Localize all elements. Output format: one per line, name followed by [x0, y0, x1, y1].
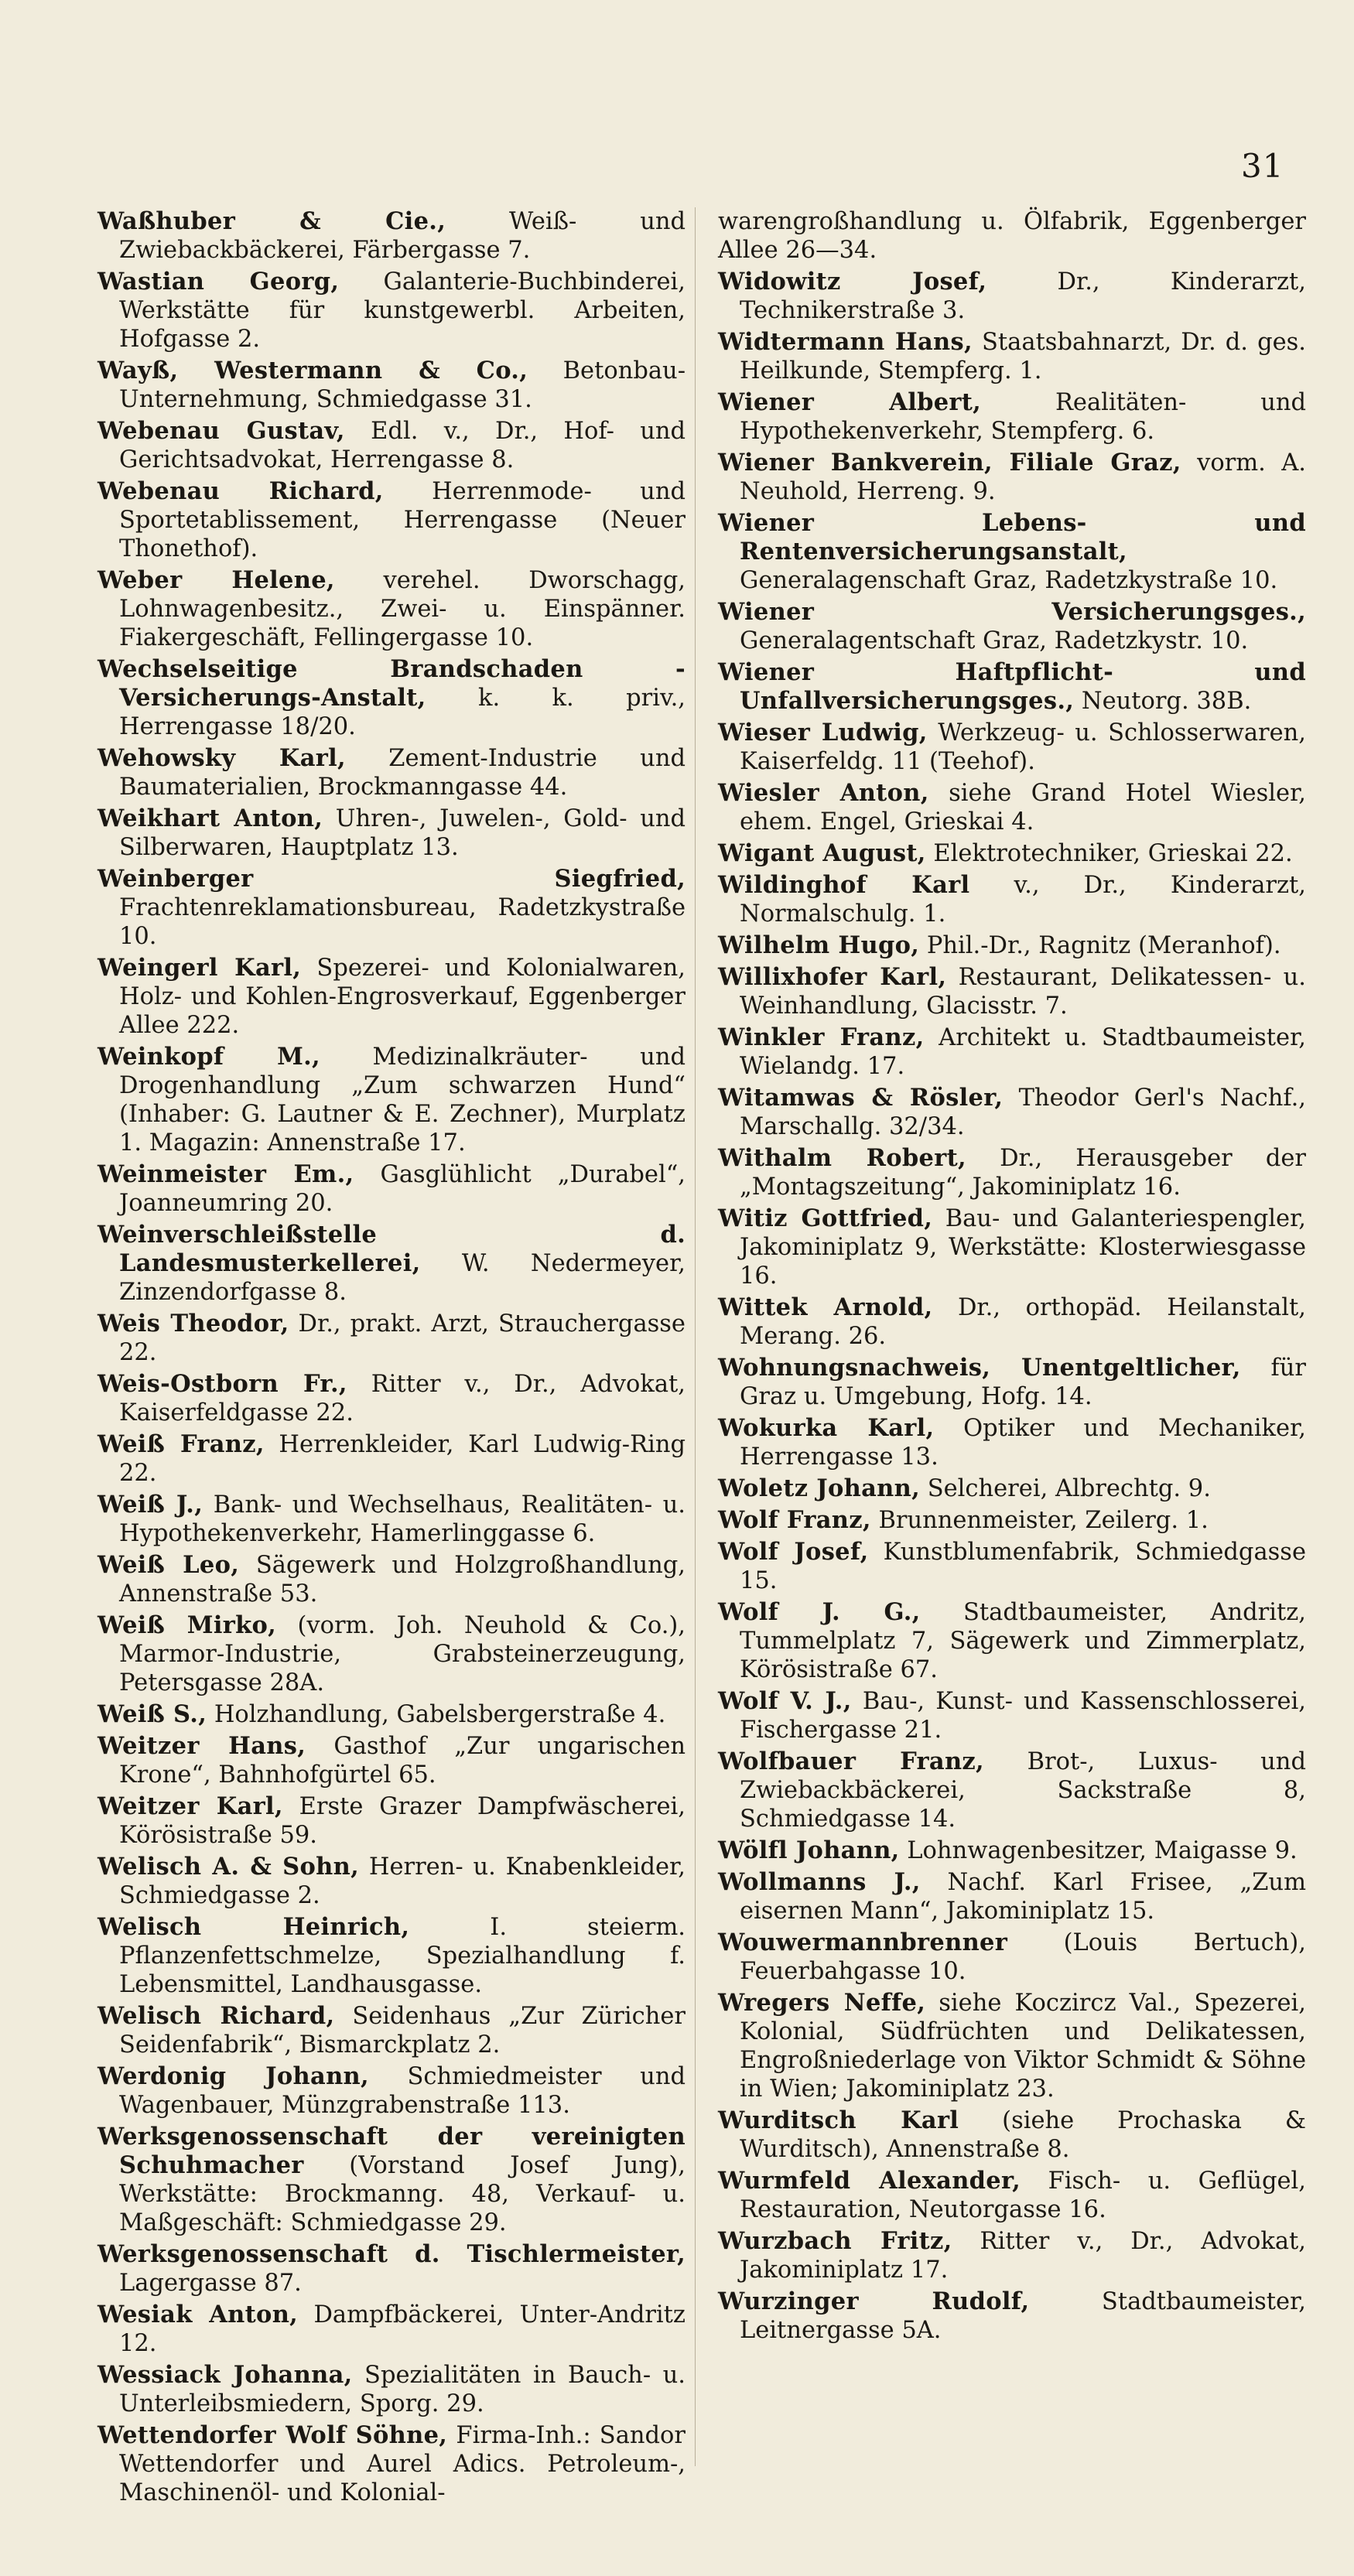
entry-details: siehe Koczircz Val., Spezerei, Kolonial, Südfrüchten und Delikatessen, Engroßniederlage von Viktor Schmidt & Söhne in Wien; Jakominiplatz 23.: [740, 1990, 1306, 2103]
entry-details: Bau-, Kunst- und Kassenschlosserei, Fischergasse 21.: [740, 1688, 1306, 1744]
entry-details: Selcherei, Albrechtg. 9.: [920, 1475, 1211, 1502]
directory-entry: [97, 1611, 686, 1697]
entry-details: Stadtbaumeister, Andritz, Tummelplatz 7, Sägewerk und Zimmerplatz, Körösistraße 67.: [740, 1599, 1306, 1683]
entry-name: Wildinghof Karl: [718, 871, 970, 899]
directory-entry: [97, 2301, 686, 2358]
directory-entry: [97, 2421, 686, 2507]
entry-name: Wiesler Anton,: [718, 779, 929, 807]
directory-entry: [97, 1221, 686, 1307]
entry-name: Wehowsky Karl,: [97, 744, 346, 772]
directory-entry: [97, 2361, 686, 2418]
entry-details: Sägewerk und Holzgroßhandlung, Annenstraße 53.: [119, 1552, 686, 1607]
directory-entry: [97, 1853, 686, 1910]
directory-entry: [718, 1506, 1306, 1535]
entry-name: Weiß Leo,: [97, 1551, 240, 1579]
directory-entry: [718, 719, 1306, 776]
entry-details: I. steierm. Pflanzenfettschmelze, Spezialhandlung f. Lebensmittel, Landhausgasse.: [119, 1914, 686, 1998]
entry-name: Wurmfeld Alexander,: [718, 2167, 1021, 2195]
entry-details: Dr., prakt. Arzt, Strauchergasse 22.: [119, 1310, 686, 1366]
directory-entry: [97, 207, 686, 265]
entry-name: Widtermann Hans,: [718, 328, 973, 356]
directory-entry: [718, 268, 1306, 325]
directory-entry: [718, 1023, 1306, 1081]
entry-name: Wolfbauer Franz,: [718, 1748, 984, 1775]
entry-name: Wolf Franz,: [718, 1506, 871, 1534]
entry-name: Wiener Albert,: [718, 388, 982, 416]
directory-entry: [718, 388, 1306, 446]
entry-details: Stadtbaumeister, Leitnergasse 5A.: [740, 2288, 1306, 2344]
entry-name: Woletz Johann,: [718, 1474, 921, 1502]
directory-entry: [718, 1144, 1306, 1201]
directory-entry: [97, 2240, 686, 2298]
entry-details: Firma-Inh.: Sandor Wettendorfer und Aurel Adics. Petroleum-, Maschinenöl- und Kolonial-: [119, 2422, 686, 2506]
entry-name: Weinkopf M.,: [97, 1043, 320, 1071]
entry-name: Weis Theodor,: [97, 1310, 289, 1338]
entry-details: verehel. Dworschagg, Lohnwagenbesitz., Zwei- u. Einspänner. Fiakergeschäft, Fellingergasse 10.: [119, 567, 686, 651]
directory-entry: [718, 1868, 1306, 1925]
directory-entry: [718, 328, 1306, 385]
entry-name: Weitzer Karl,: [97, 1792, 283, 1820]
entry-name: Witamwas & Rösler,: [718, 1084, 1004, 1112]
entry-details: (siehe Prochaska & Wurditsch), Annenstraße 8.: [740, 2107, 1306, 2163]
entry-details: Uhren-, Juwelen-, Gold- und Silberwaren, Hauptplatz 13.: [119, 805, 686, 861]
directory-entry: [718, 871, 1306, 928]
directory-entry: [97, 357, 686, 414]
directory-entry: [97, 744, 686, 801]
entry-name: Weber Helene,: [97, 566, 335, 594]
directory-entry: [718, 2287, 1306, 2345]
entry-details: Herrenkleider, Karl Ludwig-Ring 22.: [119, 1431, 686, 1487]
entry-name: Wilhelm Hugo,: [718, 931, 920, 959]
entry-details: Generalagenschaft Graz, Radetzkystraße 10.: [740, 567, 1278, 594]
entry-name: Weinmeister Em.,: [97, 1160, 354, 1188]
directory-entry: [97, 2062, 686, 2120]
directory-entry: [718, 2106, 1306, 2164]
directory-entry: [97, 566, 686, 652]
directory-entry: [718, 839, 1306, 868]
entry-name: Weingerl Karl,: [97, 954, 302, 982]
directory-entry: [97, 1700, 686, 1729]
page-number: 31: [1241, 147, 1284, 185]
directory-entry: [718, 1989, 1306, 2103]
entry-details: Lohnwagenbesitzer, Maigasse 9.: [899, 1837, 1298, 1864]
entry-details: Phil.-Dr., Ragnitz (Meranhof).: [919, 932, 1281, 959]
entry-name: Weikhart Anton,: [97, 805, 323, 832]
entry-details: siehe Grand Hotel Wiesler, ehem. Engel, Grieskai 4.: [740, 780, 1306, 835]
entry-details: Gasthof „Zur ungarischen Krone“, Bahnhofgürtel 65.: [119, 1733, 686, 1789]
entry-name: Welisch A. & Sohn,: [97, 1853, 360, 1881]
directory-entry: [97, 954, 686, 1040]
directory-entry: [97, 2002, 686, 2059]
entry-name: Wollmanns J.,: [718, 1868, 921, 1896]
entry-details: Erste Grazer Dampfwäscherei, Körösistraße 59.: [119, 1793, 686, 1849]
entry-name: Witiz Gottfried,: [718, 1204, 933, 1232]
entry-details: Ritter v., Dr., Advokat, Jakominiplatz 17.: [740, 2228, 1306, 2284]
entry-name: Wastian Georg,: [97, 268, 340, 296]
directory-entry: [718, 658, 1306, 716]
directory-entry: [718, 931, 1306, 960]
entry-details: Lagergasse 87.: [119, 2270, 302, 2297]
directory-entry: [97, 1732, 686, 1789]
entry-details: Neutorg. 38B.: [1074, 688, 1252, 715]
entry-details: Staatsbahnarzt, Dr. d. ges. Heilkunde, Stempferg. 1.: [740, 329, 1306, 384]
entry-details: Elektrotechniker, Grieskai 22.: [925, 840, 1293, 867]
entry-details: Herren- u. Knabenkleider, Schmiedgasse 2.: [119, 1853, 686, 1909]
entry-name: Webenau Gustav,: [97, 417, 345, 445]
entry-name: Wohnungsnachweis, Unentgeltlicher,: [718, 1354, 1241, 1382]
entry-details: W. Nedermeyer, Zinzendorfgasse 8.: [119, 1250, 686, 1306]
entry-name: Weis-Ostborn Fr.,: [97, 1370, 347, 1398]
directory-entry: [718, 963, 1306, 1020]
entry-name: Wiener Bankverein, Filiale Graz,: [718, 449, 1181, 477]
entry-details: Holzhandlung, Gabelsbergerstraße 4.: [207, 1701, 666, 1728]
directory-entry: [97, 417, 686, 474]
directory-entry: [97, 268, 686, 354]
entry-name: Weiß J.,: [97, 1491, 203, 1519]
entry-details: Galanterie-Buchbinderei, Werkstätte für kunstgewerbl. Arbeiten, Hofgasse 2.: [119, 268, 686, 353]
entry-name: Wayß, Westermann & Co.,: [97, 357, 528, 384]
directory-entry: [97, 1792, 686, 1850]
entry-details: Fisch- u. Geflügel, Restauration, Neutorgasse 16.: [740, 2168, 1306, 2223]
entry-name: Wouwermannbrenner: [718, 1929, 1008, 1956]
entry-name: Wechselseitige Brandschaden - Versicherungs-Anstalt,: [97, 655, 686, 712]
entry-name: Werksgenossenschaft der vereinigten Schuhmacher: [97, 2123, 686, 2179]
entry-details: Brot-, Luxus- und Zwiebackbäckerei, Sackstraße 8, Schmiedgasse 14.: [740, 1748, 1306, 1833]
entry-name: Wolf Josef,: [718, 1538, 869, 1566]
directory-entry: [97, 865, 686, 951]
entry-name: Weiß Franz,: [97, 1430, 265, 1458]
entry-name: Wölfl Johann,: [718, 1836, 900, 1864]
entry-details: Bau- und Galanteriespengler, Jakominiplatz 9, Werkstätte: Klosterwiesgasse 16.: [740, 1205, 1306, 1290]
entry-details: (vorm. Joh. Neuhold & Co.), Marmor-Industrie, Grabsteinerzeugung, Petersgasse 28A.: [119, 1612, 686, 1696]
entry-name: Wregers Neffe,: [718, 1989, 926, 2017]
entry-name: Wiener Lebens- und Rentenversicherungsanstalt,: [718, 509, 1306, 565]
directory-entry: [97, 1913, 686, 1999]
entry-name: Welisch Heinrich,: [97, 1913, 410, 1941]
entry-details: Nachf. Karl Frisee, „Zum eisernen Mann“, Jakominiplatz 15.: [740, 1869, 1306, 1925]
directory-entry: [718, 509, 1306, 595]
entry-name: Wolf J. G.,: [718, 1598, 921, 1626]
entry-details: (Vorstand Josef Jung), Werkstätte: Brockmanng. 48, Verkauf- u. Maßgeschäft: Schmiedgasse 29.: [119, 2152, 686, 2236]
directory-entry: [97, 1160, 686, 1218]
directory-entry: [718, 1687, 1306, 1744]
entry-details: Frachtenreklamationsbureau, Radetzkystraße 10.: [119, 894, 686, 950]
directory-entry: [718, 1293, 1306, 1351]
entry-details: Architekt u. Stadtbaumeister, Wielandg. 17.: [740, 1024, 1306, 1080]
entry-name: Widowitz Josef,: [718, 268, 987, 296]
entry-name: Waßhuber & Cie.,: [97, 207, 446, 235]
entry-details: Werkzeug- u. Schlosserwaren, Kaiserfeldg. 11 (Teehof).: [740, 719, 1306, 775]
entry-name: Werdonig Johann,: [97, 2062, 369, 2090]
entry-name: Wurzbach Fritz,: [718, 2227, 952, 2255]
entry-name: Weiß S.,: [97, 1700, 207, 1728]
entry-name: Willixhofer Karl,: [718, 963, 947, 991]
entry-name: Wurditsch Karl: [718, 2106, 959, 2134]
entry-name: Wolf V. J.,: [718, 1687, 852, 1715]
entry-details: v., Dr., Kinderarzt, Normalschulg. 1.: [740, 872, 1306, 928]
directory-entry: [718, 779, 1306, 836]
entry-name: Wigant August,: [718, 839, 926, 867]
directory-entry: [718, 2167, 1306, 2224]
directory-entry: [97, 1043, 686, 1157]
entry-details: Spezialitäten in Bauch- u. Unterleibsmiedern, Sporg. 29.: [119, 2362, 686, 2417]
entry-details: Theodor Gerl's Nachf., Marschallg. 32/34.: [740, 1085, 1306, 1140]
entry-details: Herrenmode- und Sportetablissement, Herrengasse (Neuer Thonethof).: [119, 478, 686, 562]
entry-details: Dampfbäckerei, Unter-Andritz 12.: [119, 2301, 686, 2357]
directory-entry: [97, 1310, 686, 1367]
directory-entry: [97, 1551, 686, 1608]
entry-details: Weiß- und Zwiebackbäckerei, Färbergasse 7.: [119, 208, 686, 264]
entry-name: Wiener Versicherungsges.,: [718, 598, 1306, 626]
directory-entry: [718, 449, 1306, 506]
entry-details: Generalagentschaft Graz, Radetzkystr. 10.: [740, 627, 1249, 654]
entry-details: Bank- und Wechselhaus, Realitäten- u. Hypothekenverkehr, Hamerlinggasse 6.: [119, 1491, 686, 1547]
entry-details: Brunnenmeister, Zeilerg. 1.: [870, 1507, 1209, 1534]
entry-details: Dr., Kinderarzt, Technikerstraße 3.: [740, 268, 1306, 324]
entry-name: Weinverschleißstelle d. Landesmusterkellerei,: [97, 1221, 686, 1277]
directory-entry: [97, 1491, 686, 1548]
entry-name: Webenau Richard,: [97, 477, 384, 505]
directory-entry: [718, 1748, 1306, 1833]
entry-details: warengroßhandlung u. Ölfabrik, Eggenberger Allee 26—34.: [718, 208, 1306, 264]
directory-entry: [718, 1414, 1306, 1471]
directory-entry: [97, 477, 686, 563]
directory-entry: [718, 207, 1306, 265]
directory-entry: [718, 2227, 1306, 2284]
entry-name: Wurzinger Rudolf,: [718, 2287, 1030, 2315]
entry-name: Wesiak Anton,: [97, 2301, 299, 2328]
entry-name: Wittek Arnold,: [718, 1293, 933, 1321]
entry-details: Medizinalkräuter- und Drogenhandlung „Zum schwarzen Hund“ (Inhaber: G. Lautner & E. Zechner), Murplatz 1. Magazin: Annenstraße 17.: [119, 1044, 686, 1156]
right-column: [718, 207, 1306, 2348]
entry-name: Welisch Richard,: [97, 2002, 335, 2030]
entry-details: Schmiedmeister und Wagenbauer, Münzgrabenstraße 113.: [119, 2063, 686, 2119]
entry-details: Dr., orthopäd. Heilanstalt, Merang. 26.: [740, 1294, 1306, 1350]
directory-entry: [718, 1204, 1306, 1290]
entry-details: Edl. v., Dr., Hof- und Gerichtsadvokat, Herrengasse 8.: [119, 418, 686, 473]
directory-entry: [718, 1474, 1306, 1503]
entry-details: Gasglühlicht „Durabel“, Joanneumring 20.: [119, 1161, 686, 1217]
directory-entry: [718, 1084, 1306, 1141]
entry-details: k. k. priv., Herrengasse 18/20.: [119, 685, 686, 740]
entry-name: Withalm Robert,: [718, 1144, 966, 1172]
entry-name: Werksgenossenschaft d. Tischlermeister,: [97, 2240, 686, 2268]
entry-details: Realitäten- und Hypothekenverkehr, Stempferg. 6.: [740, 389, 1306, 445]
left-column: [97, 207, 686, 2510]
directory-entry: [718, 1354, 1306, 1411]
column-rule: [695, 207, 696, 2466]
entry-name: Winkler Franz,: [718, 1023, 925, 1051]
directory-entry: [97, 805, 686, 862]
entry-name: Weitzer Hans,: [97, 1732, 306, 1760]
directory-entry: [97, 655, 686, 741]
entry-details: Spezerei- und Kolonialwaren, Holz- und Kohlen-Engrosverkauf, Eggenberger Allee 222.: [119, 955, 686, 1039]
entry-details: für Graz u. Umgebung, Hofg. 14.: [740, 1355, 1306, 1410]
entry-name: Weiß Mirko,: [97, 1611, 277, 1639]
entry-details: Optiker und Mechaniker, Herrengasse 13.: [740, 1415, 1306, 1471]
entry-details: Betonbau-Unternehmung, Schmiedgasse 31.: [119, 357, 686, 413]
directory-entry: [718, 1538, 1306, 1595]
directory-entry: [718, 1836, 1306, 1865]
entry-details: vorm. A. Neuhold, Herreng. 9.: [740, 449, 1306, 505]
entry-details: Kunstblumenfabrik, Schmiedgasse 15.: [740, 1539, 1306, 1594]
entry-details: Ritter v., Dr., Advokat, Kaiserfeldgasse 22.: [119, 1371, 686, 1426]
entry-name: Wieser Ludwig,: [718, 719, 928, 746]
entry-details: Seidenhaus „Zur Züricher Seidenfabrik“, Bismarckplatz 2.: [119, 2003, 686, 2058]
entry-name: Wessiack Johanna,: [97, 2361, 353, 2389]
entry-name: Weinberger Siegfried,: [97, 865, 686, 893]
entry-name: Wiener Haftpflicht- und Unfallversicherungsges.,: [718, 658, 1306, 715]
directory-entry: [718, 1598, 1306, 1684]
entry-details: (Louis Bertuch), Feuerbahgasse 10.: [740, 1929, 1306, 1985]
entry-details: Restaurant, Delikatessen- u. Weinhandlung, Glacisstr. 7.: [740, 964, 1306, 1020]
directory-entry: [718, 1929, 1306, 1986]
entry-details: Dr., Herausgeber der „Montagszeitung“, Jakominiplatz 16.: [740, 1145, 1306, 1201]
directory-entry: [97, 2123, 686, 2237]
directory-entry: [718, 598, 1306, 655]
entry-name: Wettendorfer Wolf Söhne,: [97, 2421, 448, 2449]
entry-name: Wokurka Karl,: [718, 1414, 935, 1442]
directory-entry: [97, 1430, 686, 1488]
directory-entry: [97, 1370, 686, 1427]
entry-details: Zement-Industrie und Baumaterialien, Brockmanngasse 44.: [119, 745, 686, 801]
